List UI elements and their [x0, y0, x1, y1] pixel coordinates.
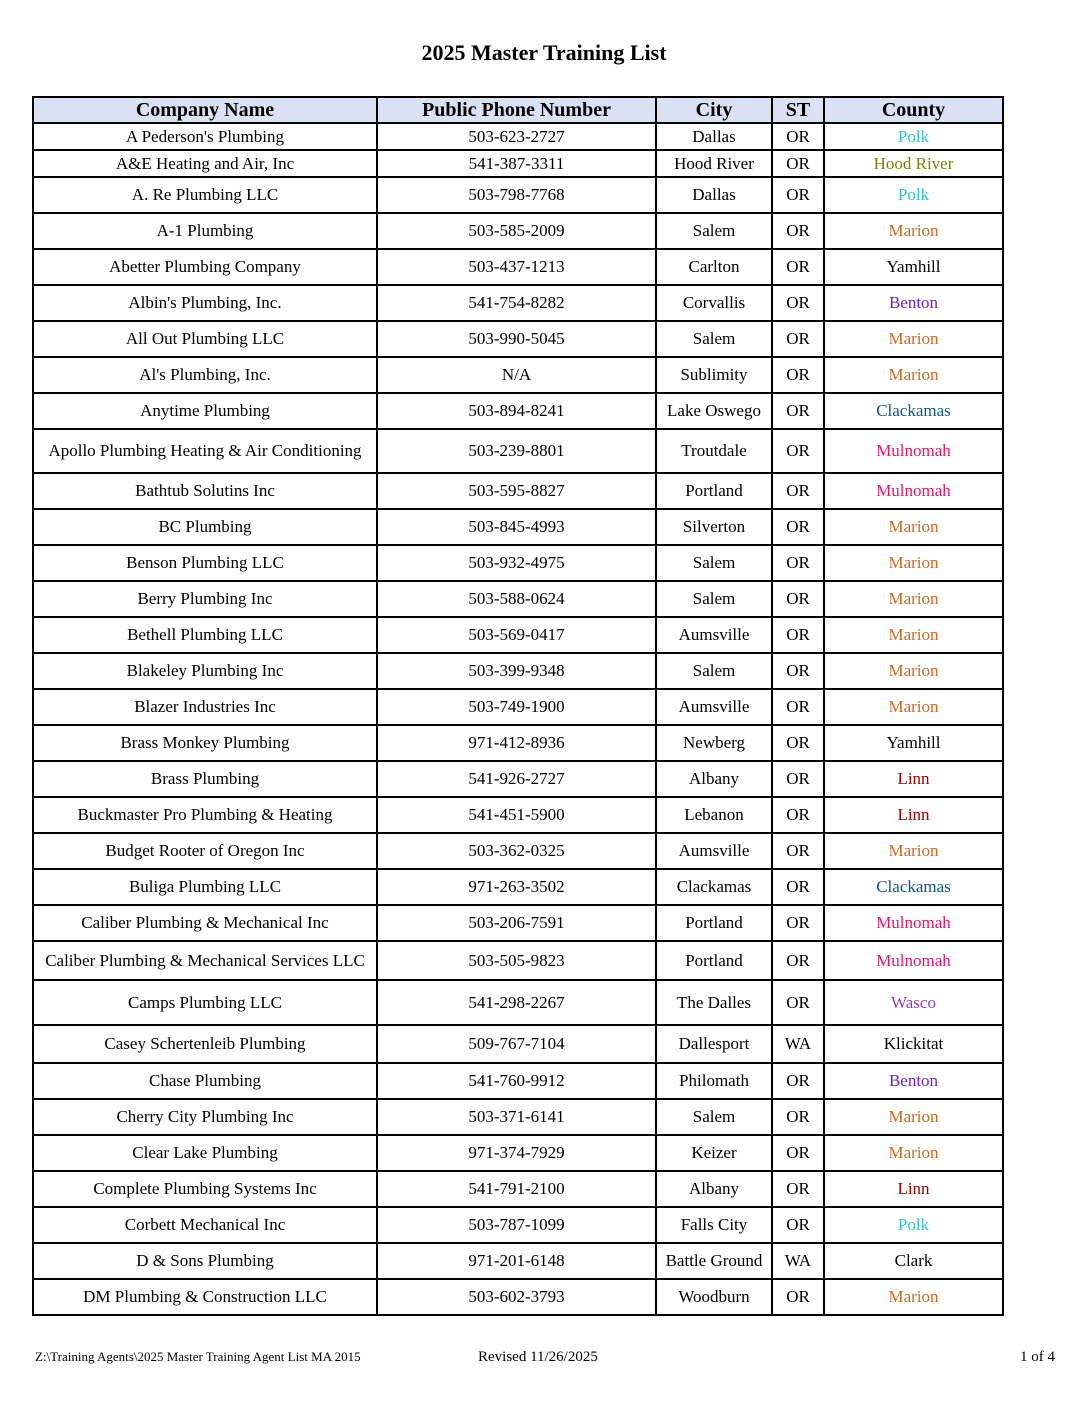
county-cell: Mulnomah	[824, 905, 1003, 941]
header-county: County	[824, 97, 1003, 123]
state-cell: OR	[772, 177, 824, 213]
company-name-cell: Buliga Plumbing LLC	[33, 869, 377, 905]
city-cell: Lebanon	[656, 797, 772, 833]
county-cell: Mulnomah	[824, 473, 1003, 509]
state-cell: OR	[772, 833, 824, 869]
city-cell: Woodburn	[656, 1279, 772, 1315]
state-cell: OR	[772, 509, 824, 545]
company-name-cell: Brass Monkey Plumbing	[33, 725, 377, 761]
county-cell: Mulnomah	[824, 429, 1003, 473]
table-row	[33, 1243, 1003, 1279]
table-header-row	[33, 97, 1003, 123]
phone-cell: 541-451-5900	[377, 797, 656, 833]
company-name-cell: A. Re Plumbing LLC	[33, 177, 377, 213]
table-row	[33, 150, 1003, 177]
city-cell: Aumsville	[656, 617, 772, 653]
company-name-cell: A&E Heating and Air, Inc	[33, 150, 377, 177]
phone-cell: 503-437-1213	[377, 249, 656, 285]
county-cell: Yamhill	[824, 725, 1003, 761]
table-row	[33, 213, 1003, 249]
city-cell: The Dalles	[656, 980, 772, 1025]
state-cell: OR	[772, 1171, 824, 1207]
phone-cell: 971-201-6148	[377, 1243, 656, 1279]
company-name-cell: DM Plumbing & Construction LLC	[33, 1279, 377, 1315]
state-cell: OR	[772, 249, 824, 285]
phone-cell: 503-588-0624	[377, 581, 656, 617]
table-row	[33, 509, 1003, 545]
state-cell: OR	[772, 797, 824, 833]
city-cell: Salem	[656, 321, 772, 357]
phone-cell: 503-990-5045	[377, 321, 656, 357]
table-row	[33, 177, 1003, 213]
company-name-cell: Albin's Plumbing, Inc.	[33, 285, 377, 321]
state-cell: OR	[772, 1207, 824, 1243]
county-cell: Benton	[824, 285, 1003, 321]
city-cell: Aumsville	[656, 833, 772, 869]
state-cell: OR	[772, 617, 824, 653]
county-cell: Linn	[824, 797, 1003, 833]
county-cell: Polk	[824, 177, 1003, 213]
table-row	[33, 905, 1003, 941]
state-cell: OR	[772, 123, 824, 150]
company-name-cell: Camps Plumbing LLC	[33, 980, 377, 1025]
training-list-table	[32, 96, 1004, 1316]
company-name-cell: A-1 Plumbing	[33, 213, 377, 249]
company-name-cell: Al's Plumbing, Inc.	[33, 357, 377, 393]
company-name-cell: Brass Plumbing	[33, 761, 377, 797]
footer-revised-date: Revised 11/26/2025	[478, 1349, 598, 1365]
table-row	[33, 653, 1003, 689]
county-cell: Marion	[824, 1135, 1003, 1171]
city-cell: Portland	[656, 905, 772, 941]
city-cell: Albany	[656, 1171, 772, 1207]
company-name-cell: BC Plumbing	[33, 509, 377, 545]
state-cell: WA	[772, 1025, 824, 1063]
phone-cell: 541-754-8282	[377, 285, 656, 321]
phone-cell: 503-787-1099	[377, 1207, 656, 1243]
table-row	[33, 123, 1003, 150]
county-cell: Marion	[824, 581, 1003, 617]
company-name-cell: Bathtub Solutins Inc	[33, 473, 377, 509]
county-cell: Clark	[824, 1243, 1003, 1279]
state-cell: OR	[772, 393, 824, 429]
header-company-name: Company Name	[33, 97, 377, 123]
state-cell: OR	[772, 905, 824, 941]
county-cell: Marion	[824, 1279, 1003, 1315]
county-cell: Wasco	[824, 980, 1003, 1025]
company-name-cell: Berry Plumbing Inc	[33, 581, 377, 617]
county-cell: Marion	[824, 213, 1003, 249]
phone-cell: N/A	[377, 357, 656, 393]
state-cell: OR	[772, 869, 824, 905]
table-body	[33, 123, 1003, 1315]
phone-cell: 503-894-8241	[377, 393, 656, 429]
county-cell: Marion	[824, 357, 1003, 393]
table-row	[33, 941, 1003, 980]
table-row	[33, 321, 1003, 357]
state-cell: OR	[772, 473, 824, 509]
state-cell: OR	[772, 581, 824, 617]
company-name-cell: All Out Plumbing LLC	[33, 321, 377, 357]
phone-cell: 503-399-9348	[377, 653, 656, 689]
city-cell: Salem	[656, 581, 772, 617]
phone-cell: 541-926-2727	[377, 761, 656, 797]
state-cell: OR	[772, 285, 824, 321]
company-name-cell: Clear Lake Plumbing	[33, 1135, 377, 1171]
phone-cell: 509-767-7104	[377, 1025, 656, 1063]
city-cell: Portland	[656, 941, 772, 980]
city-cell: Sublimity	[656, 357, 772, 393]
company-name-cell: Blazer Industries Inc	[33, 689, 377, 725]
table-row	[33, 1063, 1003, 1099]
phone-cell: 541-298-2267	[377, 980, 656, 1025]
county-cell: Linn	[824, 1171, 1003, 1207]
county-cell: Hood River	[824, 150, 1003, 177]
company-name-cell: Apollo Plumbing Heating & Air Conditioning	[33, 429, 377, 473]
city-cell: Keizer	[656, 1135, 772, 1171]
county-cell: Marion	[824, 1099, 1003, 1135]
state-cell: OR	[772, 941, 824, 980]
county-cell: Yamhill	[824, 249, 1003, 285]
city-cell: Silverton	[656, 509, 772, 545]
company-name-cell: Benson Plumbing LLC	[33, 545, 377, 581]
table-row	[33, 429, 1003, 473]
table-row	[33, 249, 1003, 285]
city-cell: Carlton	[656, 249, 772, 285]
phone-cell: 503-569-0417	[377, 617, 656, 653]
table-row	[33, 285, 1003, 321]
header-state: ST	[772, 97, 824, 123]
city-cell: Dallesport	[656, 1025, 772, 1063]
phone-cell: 971-412-8936	[377, 725, 656, 761]
county-cell: Marion	[824, 617, 1003, 653]
phone-cell: 971-374-7929	[377, 1135, 656, 1171]
county-cell: Clackamas	[824, 869, 1003, 905]
header-phone: Public Phone Number	[377, 97, 656, 123]
table-row	[33, 797, 1003, 833]
city-cell: Dallas	[656, 177, 772, 213]
state-cell: OR	[772, 429, 824, 473]
table-row	[33, 725, 1003, 761]
county-cell: Mulnomah	[824, 941, 1003, 980]
company-name-cell: Abetter Plumbing Company	[33, 249, 377, 285]
phone-cell: 503-623-2727	[377, 123, 656, 150]
county-cell: Polk	[824, 1207, 1003, 1243]
city-cell: Salem	[656, 1099, 772, 1135]
company-name-cell: Blakeley Plumbing Inc	[33, 653, 377, 689]
company-name-cell: Caliber Plumbing & Mechanical Services LLC	[33, 941, 377, 980]
city-cell: Troutdale	[656, 429, 772, 473]
table-row	[33, 869, 1003, 905]
table-row	[33, 357, 1003, 393]
state-cell: OR	[772, 357, 824, 393]
phone-cell: 971-263-3502	[377, 869, 656, 905]
phone-cell: 503-749-1900	[377, 689, 656, 725]
county-cell: Polk	[824, 123, 1003, 150]
table-row	[33, 689, 1003, 725]
company-name-cell: Complete Plumbing Systems Inc	[33, 1171, 377, 1207]
county-cell: Marion	[824, 545, 1003, 581]
state-cell: OR	[772, 689, 824, 725]
company-name-cell: Bethell Plumbing LLC	[33, 617, 377, 653]
table-row	[33, 545, 1003, 581]
phone-cell: 503-595-8827	[377, 473, 656, 509]
state-cell: OR	[772, 725, 824, 761]
table-row	[33, 1207, 1003, 1243]
state-cell: WA	[772, 1243, 824, 1279]
state-cell: OR	[772, 653, 824, 689]
county-cell: Marion	[824, 321, 1003, 357]
footer-page-number: 1 of 4	[1020, 1349, 1055, 1365]
county-cell: Linn	[824, 761, 1003, 797]
city-cell: Clackamas	[656, 869, 772, 905]
city-cell: Albany	[656, 761, 772, 797]
company-name-cell: A Pederson's Plumbing	[33, 123, 377, 150]
county-cell: Marion	[824, 509, 1003, 545]
state-cell: OR	[772, 1063, 824, 1099]
city-cell: Battle Ground	[656, 1243, 772, 1279]
city-cell: Falls City	[656, 1207, 772, 1243]
page-title: 2025 Master Training List	[421, 40, 667, 65]
state-cell: OR	[772, 1135, 824, 1171]
table-row	[33, 833, 1003, 869]
table-row	[33, 980, 1003, 1025]
table-row	[33, 617, 1003, 653]
state-cell: OR	[772, 213, 824, 249]
phone-cell: 503-932-4975	[377, 545, 656, 581]
county-cell: Klickitat	[824, 1025, 1003, 1063]
table-row	[33, 1025, 1003, 1063]
phone-cell: 503-505-9823	[377, 941, 656, 980]
phone-cell: 503-585-2009	[377, 213, 656, 249]
city-cell: Newberg	[656, 725, 772, 761]
company-name-cell: Buckmaster Pro Plumbing & Heating	[33, 797, 377, 833]
county-cell: Clackamas	[824, 393, 1003, 429]
city-cell: Salem	[656, 653, 772, 689]
company-name-cell: D & Sons Plumbing	[33, 1243, 377, 1279]
phone-cell: 503-798-7768	[377, 177, 656, 213]
table-row	[33, 581, 1003, 617]
table-row	[33, 473, 1003, 509]
company-name-cell: Chase Plumbing	[33, 1063, 377, 1099]
company-name-cell: Cherry City Plumbing Inc	[33, 1099, 377, 1135]
phone-cell: 541-791-2100	[377, 1171, 656, 1207]
county-cell: Marion	[824, 833, 1003, 869]
city-cell: Salem	[656, 213, 772, 249]
table-row	[33, 393, 1003, 429]
city-cell: Aumsville	[656, 689, 772, 725]
city-cell: Corvallis	[656, 285, 772, 321]
city-cell: Lake Oswego	[656, 393, 772, 429]
city-cell: Portland	[656, 473, 772, 509]
phone-cell: 541-387-3311	[377, 150, 656, 177]
city-cell: Hood River	[656, 150, 772, 177]
state-cell: OR	[772, 1099, 824, 1135]
phone-cell: 541-760-9912	[377, 1063, 656, 1099]
phone-cell: 503-362-0325	[377, 833, 656, 869]
company-name-cell: Anytime Plumbing	[33, 393, 377, 429]
company-name-cell: Corbett Mechanical Inc	[33, 1207, 377, 1243]
county-cell: Marion	[824, 653, 1003, 689]
state-cell: OR	[772, 1279, 824, 1315]
state-cell: OR	[772, 321, 824, 357]
state-cell: OR	[772, 545, 824, 581]
city-cell: Dallas	[656, 123, 772, 150]
state-cell: OR	[772, 150, 824, 177]
city-cell: Salem	[656, 545, 772, 581]
footer-file-path: Z:\Training Agents\2025 Master Training Agent List MA 2015	[35, 1349, 361, 1364]
company-name-cell: Casey Schertenleib Plumbing	[33, 1025, 377, 1063]
state-cell: OR	[772, 980, 824, 1025]
city-cell: Philomath	[656, 1063, 772, 1099]
table-row	[33, 1135, 1003, 1171]
state-cell: OR	[772, 761, 824, 797]
company-name-cell: Budget Rooter of Oregon Inc	[33, 833, 377, 869]
phone-cell: 503-206-7591	[377, 905, 656, 941]
county-cell: Benton	[824, 1063, 1003, 1099]
phone-cell: 503-845-4993	[377, 509, 656, 545]
company-name-cell: Caliber Plumbing & Mechanical Inc	[33, 905, 377, 941]
table-row	[33, 1171, 1003, 1207]
table-row	[33, 761, 1003, 797]
table-row	[33, 1279, 1003, 1315]
phone-cell: 503-371-6141	[377, 1099, 656, 1135]
phone-cell: 503-602-3793	[377, 1279, 656, 1315]
phone-cell: 503-239-8801	[377, 429, 656, 473]
county-cell: Marion	[824, 689, 1003, 725]
header-city: City	[656, 97, 772, 123]
table-row	[33, 1099, 1003, 1135]
